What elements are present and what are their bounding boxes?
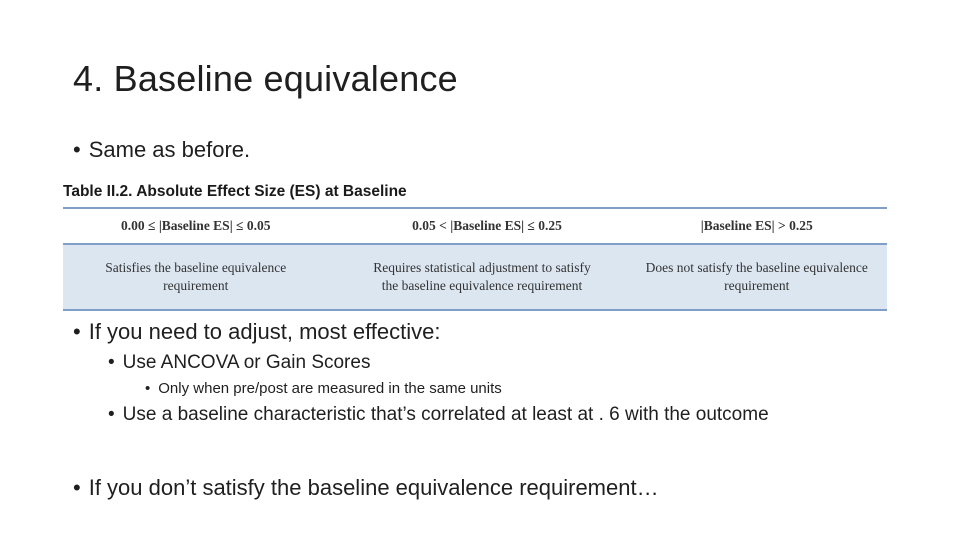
table-header-cell: 0.05 < |Baseline ES| ≤ 0.25 <box>329 208 627 244</box>
bullet-text: Use a baseline characteristic that’s correlated at least at . 6 with the outcome <box>122 404 769 425</box>
bullet-text: If you don’t satisfy the baseline equivalence requirement… <box>88 475 659 500</box>
table-cell <box>627 244 888 310</box>
table-header-row <box>63 208 887 244</box>
slide-title: 4. Baseline equivalence <box>73 58 458 99</box>
bullet-marker: • <box>145 380 151 397</box>
bullet-marker: • <box>108 352 115 373</box>
bullet-ancova <box>108 352 370 374</box>
bullet-marker: • <box>108 404 115 425</box>
bullet-if-adjust <box>73 319 441 345</box>
bullet-marker: • <box>73 475 81 500</box>
table-caption: Table II.2. Absolute Effect Size (ES) at Baseline <box>63 183 407 200</box>
bullet-marker: • <box>73 137 81 162</box>
bullet-only-when <box>145 380 502 397</box>
bullet-marker: • <box>73 319 81 344</box>
bullet-same-as-before <box>73 137 250 163</box>
bullet-text: If you need to adjust, most effective: <box>88 319 441 344</box>
table-cell <box>63 244 329 310</box>
table-header-cell: |Baseline ES| > 0.25 <box>627 208 888 244</box>
table-cell <box>329 244 627 310</box>
bullet-text: Same as before. <box>88 137 251 162</box>
bullet-text: Only when pre/post are measured in the same units <box>158 380 502 397</box>
bullet-if-not-satisfy <box>73 475 659 501</box>
table-cell-text: Satisfies the baseline equivalence requirement <box>105 260 287 293</box>
table-cell-text: Requires statistical adjustment to satisfy the baseline equivalence requirement <box>373 260 591 293</box>
effect-size-table-figure <box>63 181 887 311</box>
table-row <box>63 244 887 310</box>
effect-size-table <box>63 207 887 311</box>
table-header-cell: 0.00 ≤ |Baseline ES| ≤ 0.05 <box>63 208 329 244</box>
table-cell-text: Does not satisfy the baseline equivalence requirement <box>645 260 868 293</box>
bullet-baseline-characteristic <box>108 404 769 426</box>
bullet-text: Use ANCOVA or Gain Scores <box>122 352 371 373</box>
